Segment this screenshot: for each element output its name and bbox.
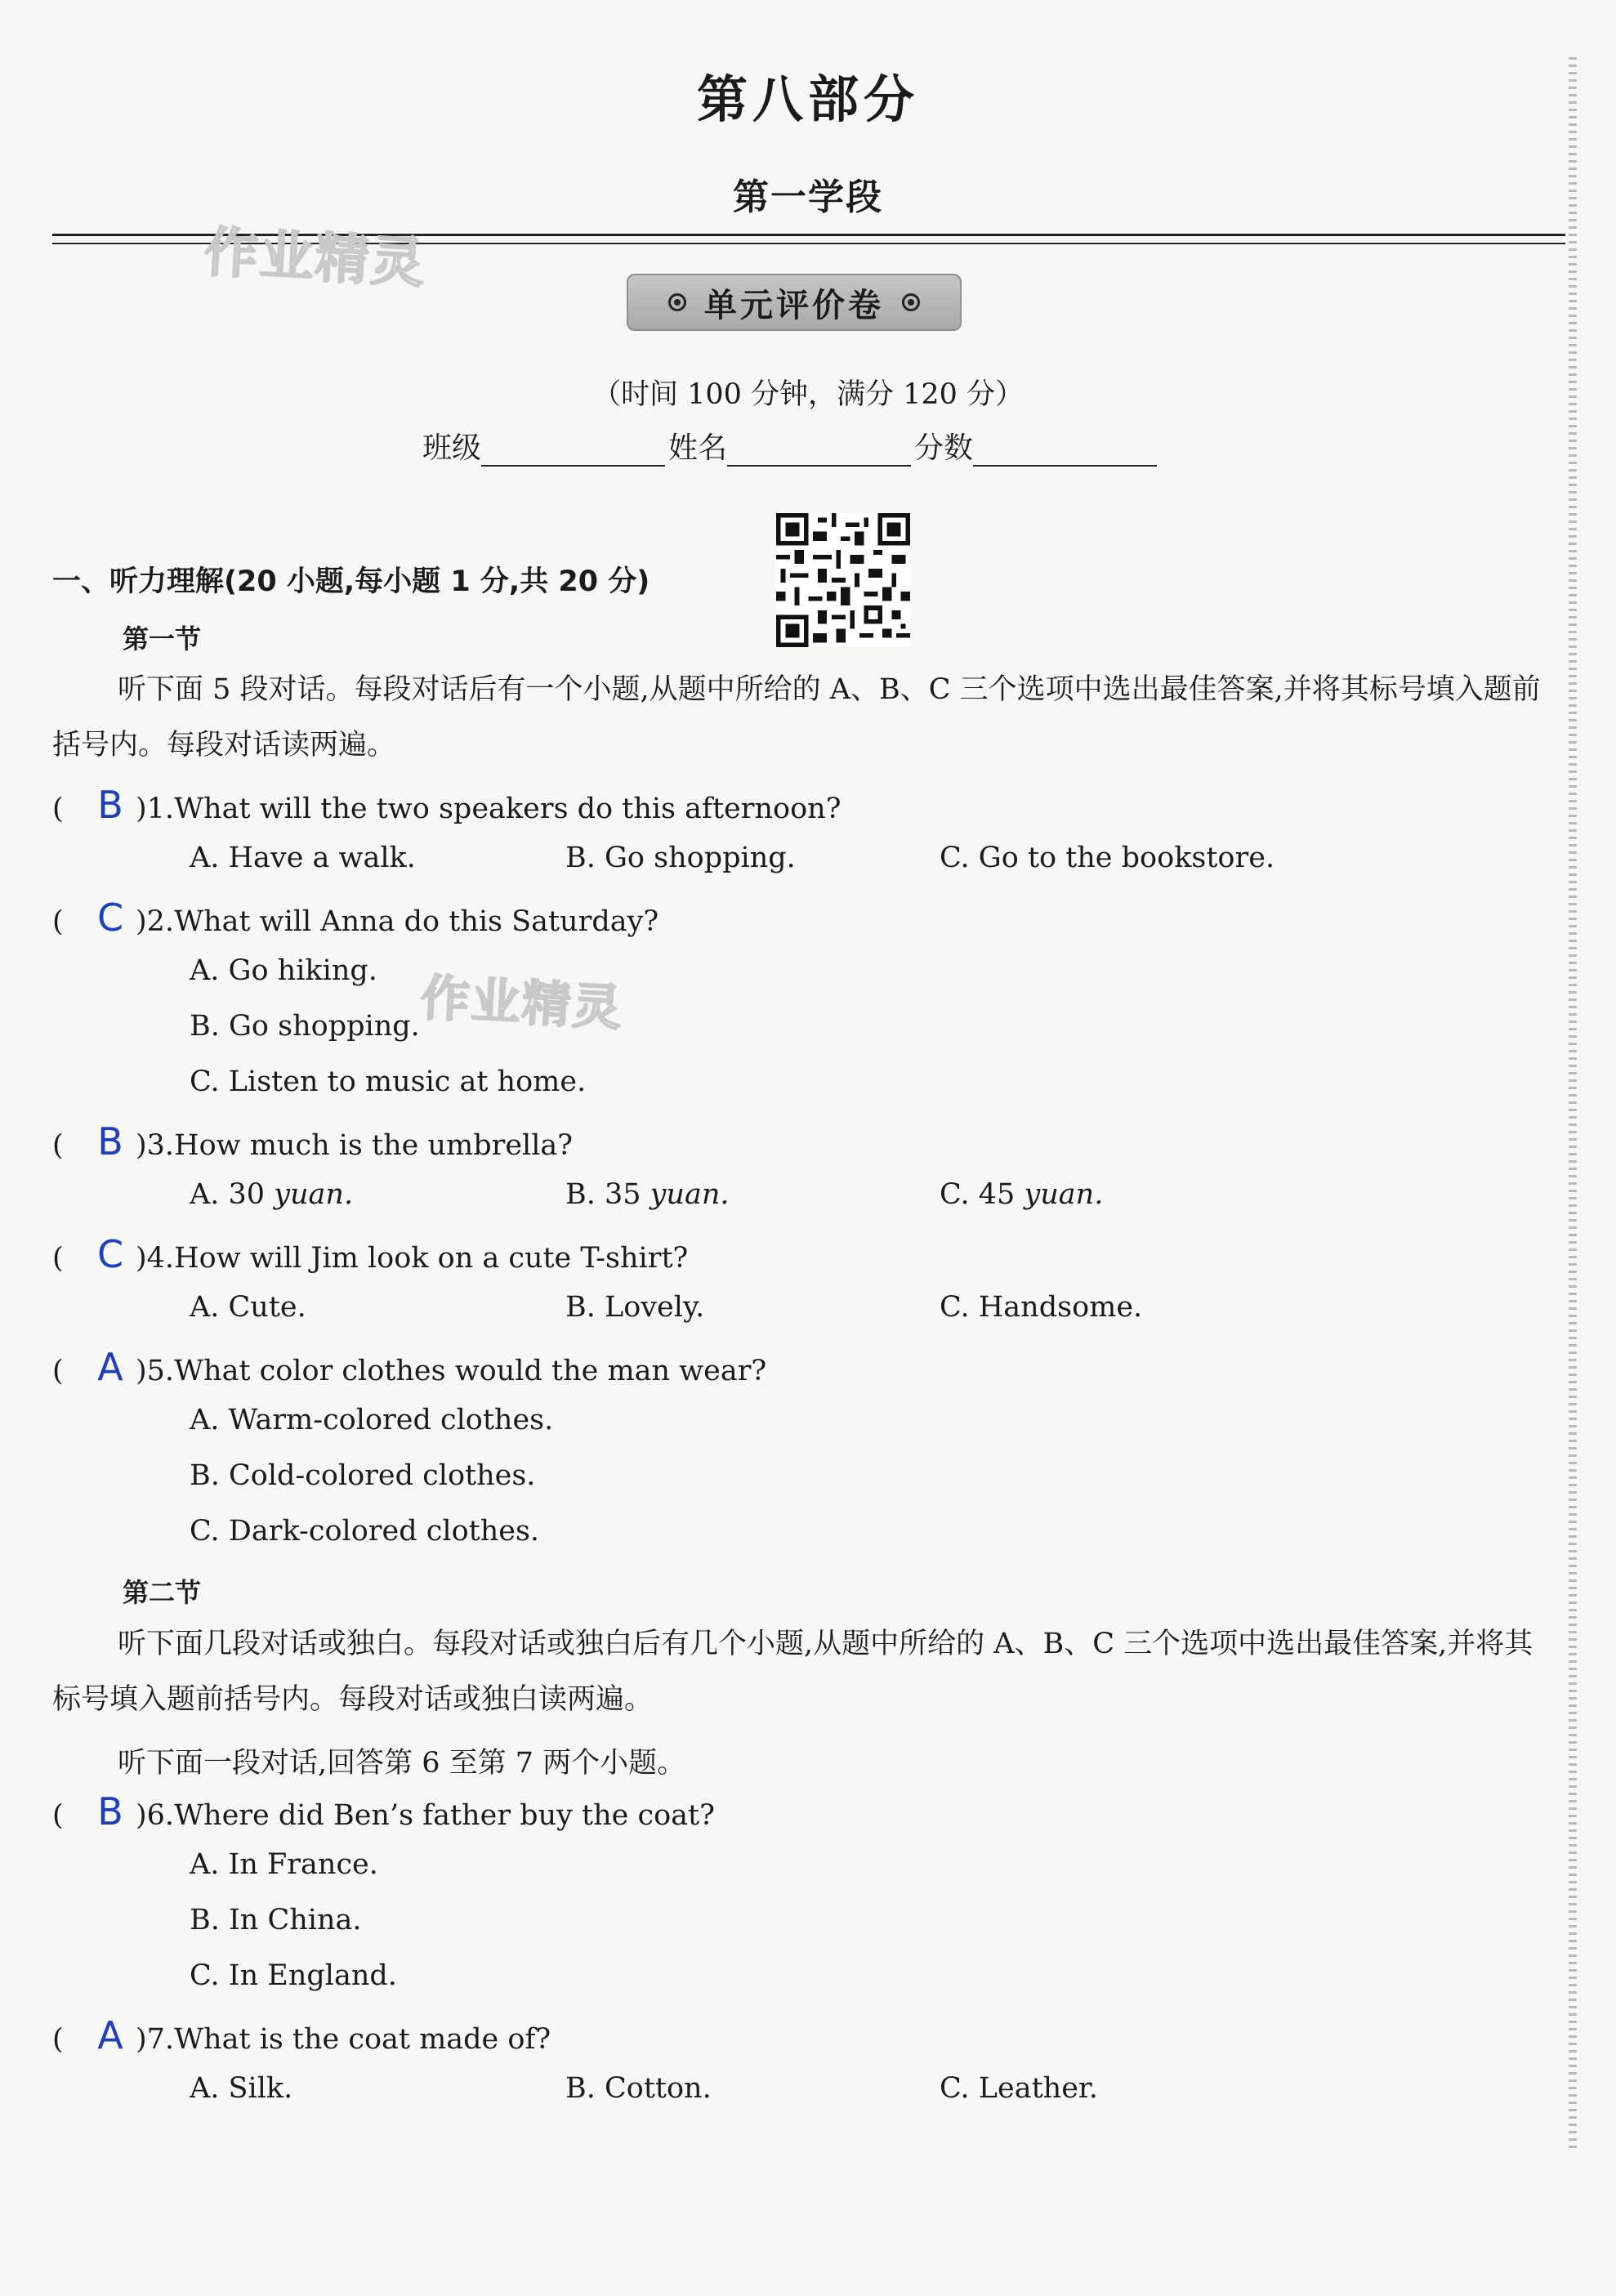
exam-time-info: （时间 100 分钟，满分 120 分） (591, 378, 1025, 411)
part-one-heading: 第一节 (123, 623, 202, 654)
answer-mark[interactable]: C (96, 896, 124, 940)
name-blank[interactable] (727, 434, 911, 467)
question-number: )2. (136, 905, 175, 938)
question-2: ( C )2. What will Anna do this Saturday? (52, 896, 659, 940)
option-c: C. Handsome. (940, 1291, 1143, 1324)
option-c: C. Dark-colored clothes. (190, 1515, 540, 1548)
bullet-icon (668, 293, 686, 311)
option-c: C. Go to the bookstore. (940, 842, 1275, 874)
question-number: )4. (136, 1242, 175, 1275)
question-text: What will Anna do this Saturday? (174, 905, 659, 938)
part-one-instruction: 听下面 5 段对话。每段对话后有一个小题,从题中所给的 A、B、C 三个选项中选出最佳答案,并将其标号填入题前括号内。每段对话读两遍。 (52, 673, 1541, 762)
question-text: What will the two speakers do this afternoon? (174, 793, 841, 825)
option-c: C. Leather. (940, 2072, 1098, 2105)
class-blank[interactable] (481, 434, 665, 467)
option-b: B. Go shopping. (565, 842, 796, 874)
answer-mark[interactable]: C (96, 1232, 124, 1276)
question-text: How will Jim look on a cute T-shirt? (174, 1242, 689, 1275)
option-b: B. In China. (190, 1904, 362, 1936)
question-number: )1. (136, 793, 175, 825)
banner-label: 单元评价卷 (704, 286, 884, 324)
question-text: What is the coat made of? (174, 2023, 551, 2056)
question-text: How much is the umbrella? (174, 1129, 574, 1162)
option-b: B. Lovely. (565, 1291, 705, 1324)
option-a: A. In France. (190, 1848, 378, 1881)
option-b: B. Cold-colored clothes. (190, 1459, 536, 1492)
question-number: )6. (136, 1799, 175, 1832)
question-text: Where did Ben’s father buy the coat? (174, 1799, 715, 1832)
page-subtitle: 第一学段 (733, 176, 883, 218)
option-b: B. Go shopping. (190, 1010, 420, 1043)
option-a: A. Go hiking. (190, 954, 377, 987)
question-5: ( A )5. What color clothes would the man wear? (52, 1345, 767, 1389)
answer-mark[interactable]: A (97, 2013, 123, 2057)
group-note: 听下面一段对话,回答第 6 至第 7 两个小题。 (118, 1747, 686, 1780)
answer-mark[interactable]: B (97, 783, 123, 827)
question-6: ( B )6. Where did Ben’s father buy the coat? (52, 1789, 715, 1834)
binding-edge (1569, 57, 1577, 2149)
page-title: 第八部分 (696, 69, 919, 129)
option-a: A. Silk. (190, 2072, 293, 2105)
answer-mark[interactable]: B (97, 1789, 123, 1834)
watermark: 作业精灵 (202, 220, 428, 296)
question-1: ( B )1. What will the two speakers do this afternoon? (52, 783, 841, 827)
option-a: A. Cute. (190, 1291, 306, 1324)
class-label: 班级 (422, 431, 482, 465)
bullet-icon (902, 293, 920, 311)
option-c: C. 45 yuan. (940, 1178, 1104, 1211)
answer-mark[interactable]: A (97, 1345, 123, 1389)
option-c: C. Listen to music at home. (190, 1065, 587, 1098)
qr-code-icon[interactable] (776, 513, 910, 647)
question-number: )3. (136, 1129, 175, 1162)
unit-test-banner (627, 274, 962, 331)
score-blank[interactable] (973, 434, 1157, 467)
option-b: B. 35 yuan. (565, 1178, 730, 1211)
student-info-fields (422, 425, 1160, 467)
question-4: ( C )4. How will Jim look on a cute T-shirt? (52, 1232, 689, 1276)
option-a: A. 30 yuan. (190, 1178, 354, 1211)
score-label: 分数 (914, 431, 974, 465)
part-two-heading: 第二节 (123, 1577, 202, 1608)
question-text: What color clothes would the man wear? (174, 1355, 767, 1387)
option-c: C. In England. (190, 1959, 397, 1992)
name-label: 姓名 (668, 431, 728, 465)
option-a: A. Have a walk. (190, 842, 416, 874)
option-b: B. Cotton. (565, 2072, 712, 2105)
question-number: )7. (136, 2023, 175, 2056)
question-7: ( A )7. What is the coat made of? (52, 2013, 551, 2057)
answer-mark[interactable]: B (97, 1119, 123, 1164)
watermark: 作业精灵 (419, 969, 625, 1038)
question-3: ( B )3. How much is the umbrella? (52, 1119, 574, 1164)
section-heading: 一、听力理解(20 小题,每小题 1 分,共 20 分) (52, 565, 650, 598)
option-a: A. Warm-colored clothes. (190, 1404, 554, 1436)
question-number: )5. (136, 1355, 175, 1387)
part-two-instruction: 听下面几段对话或独白。每段对话或独白后有几个小题,从题中所给的 A、B、C 三个选项中选出最佳答案,并将其标号填入题前括号内。每段对话或独白读两遍。 (52, 1628, 1533, 1716)
